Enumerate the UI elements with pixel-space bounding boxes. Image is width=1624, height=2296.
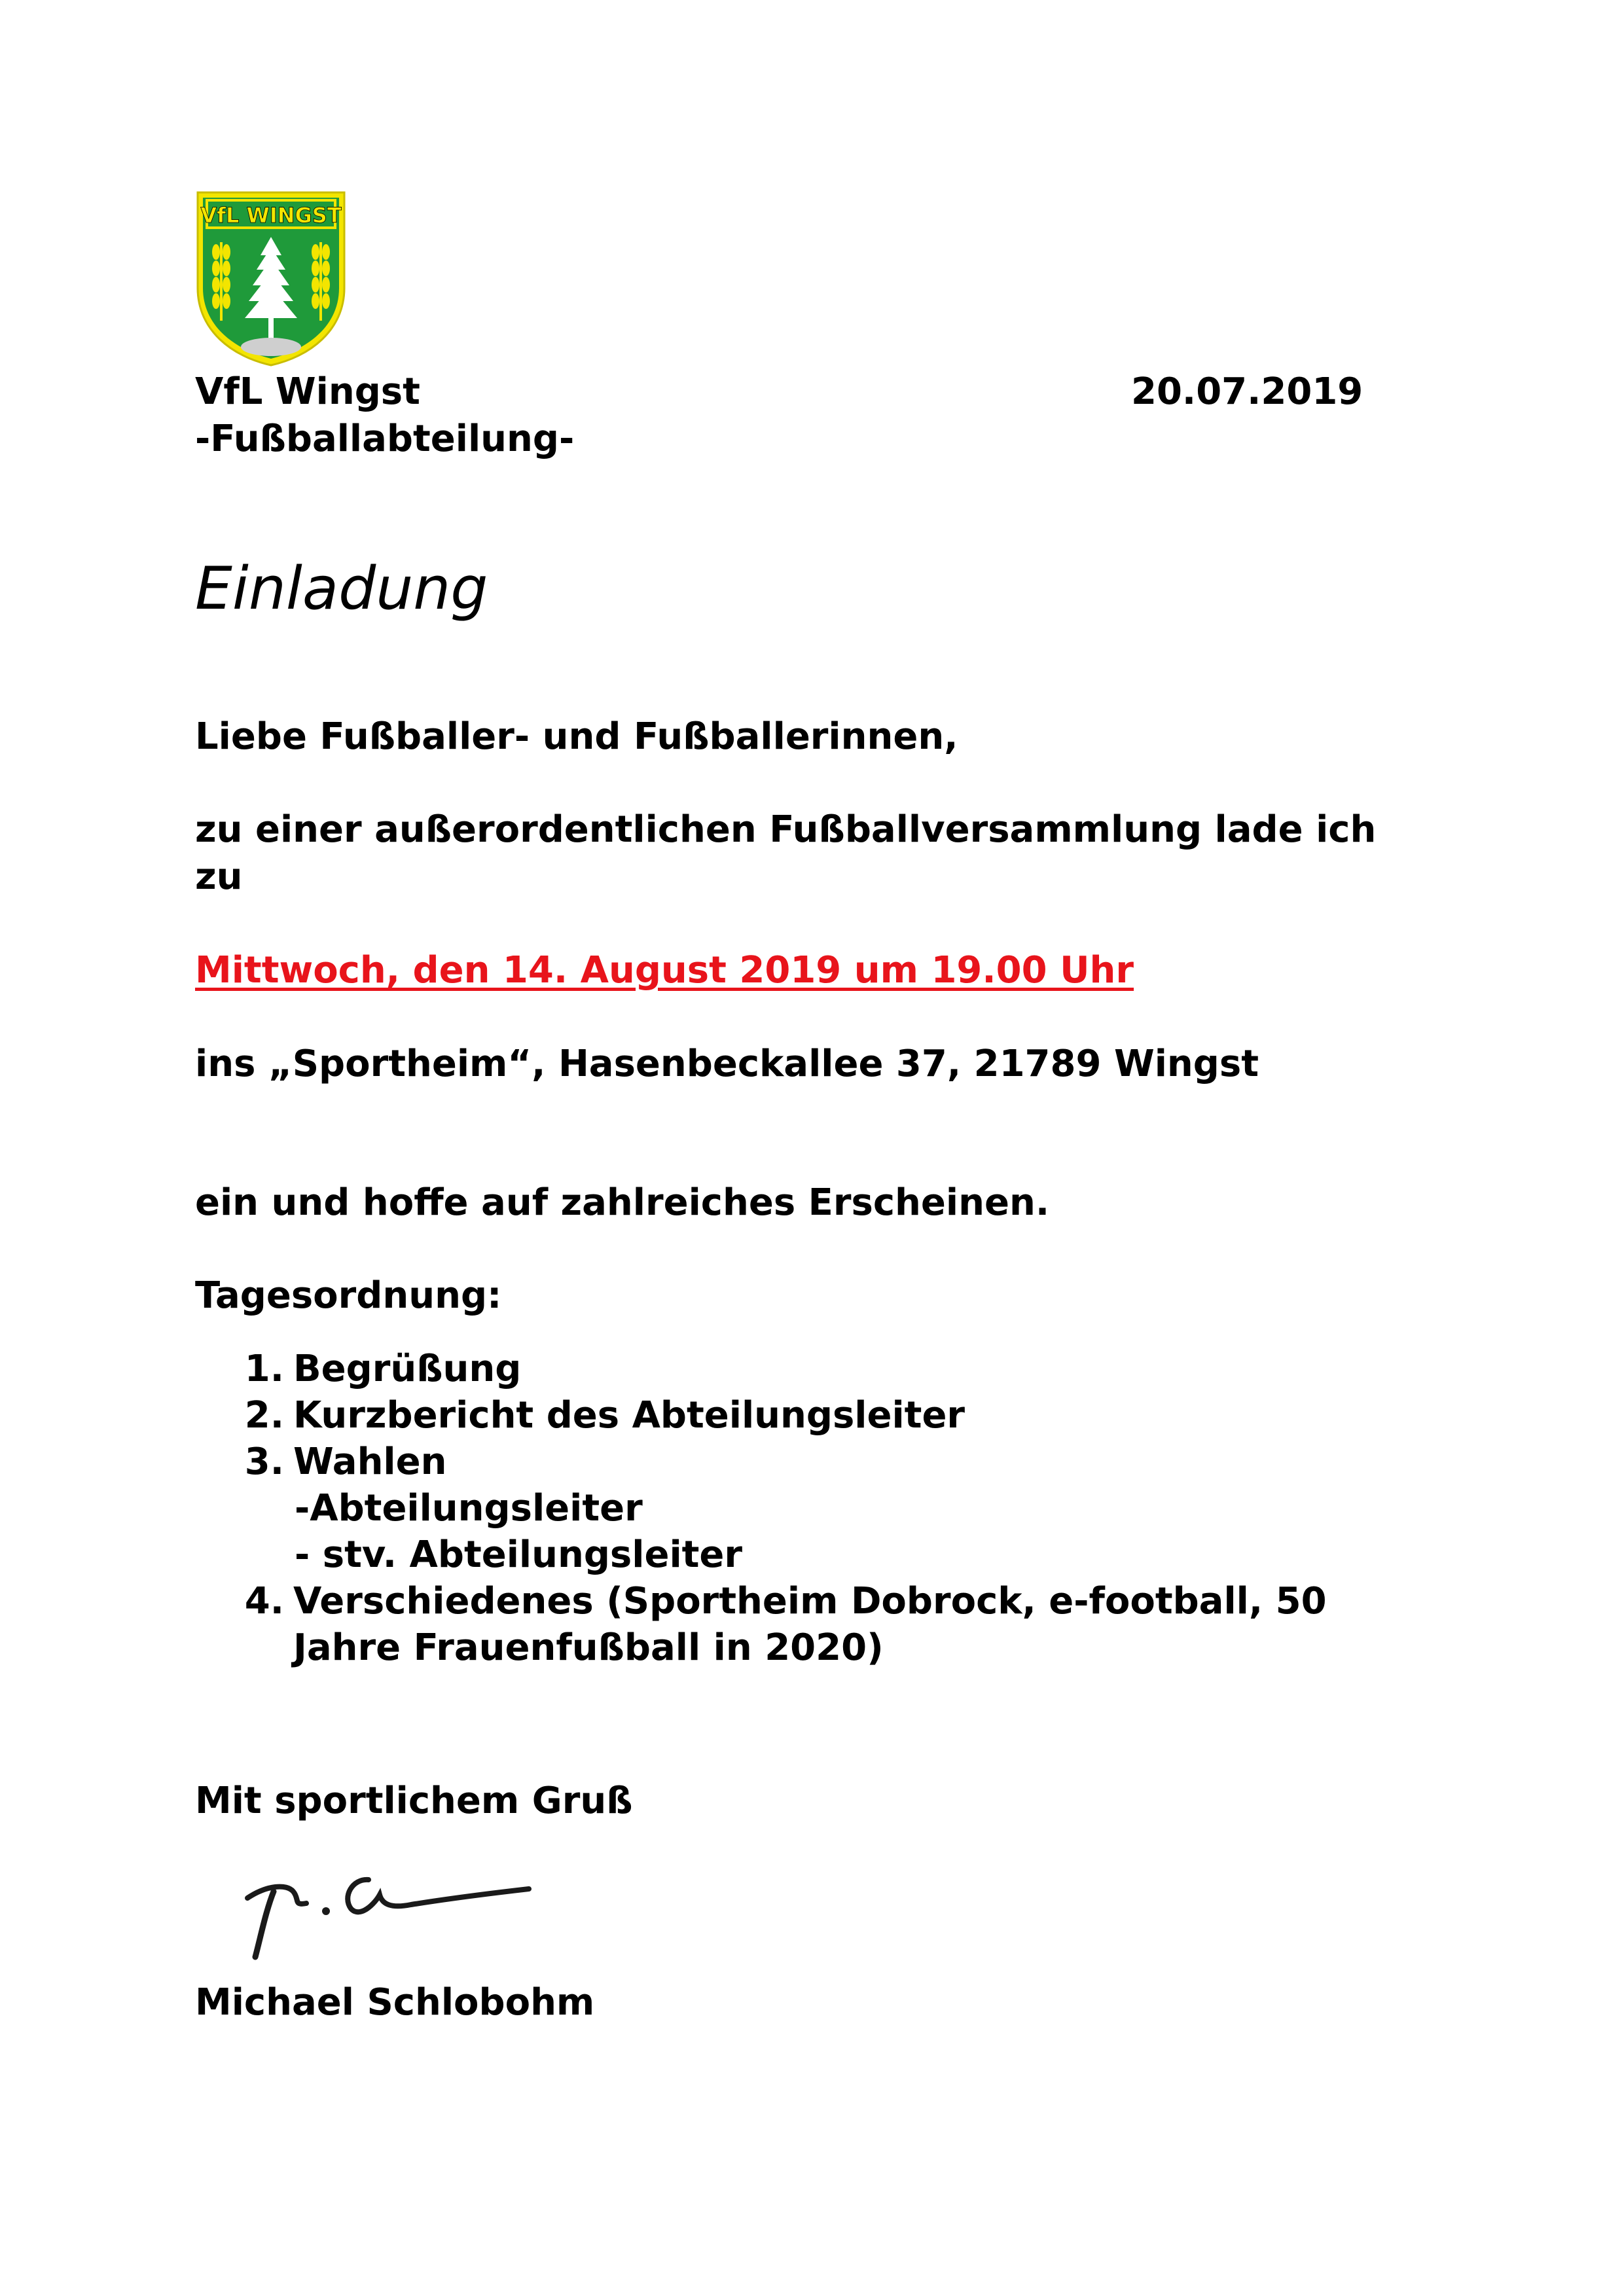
club-logo xyxy=(195,190,347,368)
agenda-list xyxy=(195,1346,1327,1671)
agenda-item-text-continued: Jahre Frauenfußball in 2020) xyxy=(293,1626,884,1669)
event-location: ins „Sportheim“, Hasenbeckallee 37, 21789 Wingst xyxy=(195,1043,1259,1085)
agenda-item xyxy=(195,1346,1327,1392)
club-name: VfL Wingst xyxy=(195,370,420,413)
agenda-item-number: 1. xyxy=(244,1348,284,1390)
signature-icon xyxy=(195,1826,535,1964)
agenda-item-text: Verschiedenes (Sportheim Dobrock, e-football, 50 xyxy=(293,1580,1327,1623)
greeting: Liebe Fußballer- und Fußballerinnen, xyxy=(195,715,958,758)
closing-text: ein und hoffe auf zahlreiches Erscheinen. xyxy=(195,1181,1050,1224)
letter-date: 20.07.2019 xyxy=(1131,370,1363,413)
agenda-item-text: Kurzbericht des Abteilungsleiter xyxy=(293,1394,965,1437)
event-datetime: Mittwoch, den 14. August 2019 um 19.00 Uhr xyxy=(195,949,1134,992)
agenda-item-text: Begrüßung xyxy=(293,1348,522,1390)
page-title: Einladung xyxy=(195,554,488,623)
intro-line-2: zu xyxy=(195,855,243,898)
department-name: -Fußballabteilung- xyxy=(195,418,575,460)
agenda-sub-item: - stv. Abteilungsleiter xyxy=(295,1534,743,1576)
agenda-item xyxy=(195,1578,1327,1671)
agenda-item-text: Wahlen xyxy=(293,1441,447,1483)
hill-icon xyxy=(241,338,301,356)
intro-line-1: zu einer außerordentlichen Fußballversammlung lade ich xyxy=(195,808,1377,851)
agenda-item-number: 2. xyxy=(244,1394,284,1437)
agenda-heading: Tagesordnung: xyxy=(195,1274,502,1317)
agenda-item-number: 3. xyxy=(244,1441,284,1483)
agenda-item xyxy=(195,1392,1327,1439)
agenda-sub-item: -Abteilungsleiter xyxy=(295,1487,643,1530)
agenda-item-number: 4. xyxy=(244,1580,284,1623)
logo-text: VfL WINGST xyxy=(200,203,342,228)
agenda-item xyxy=(195,1439,1327,1578)
signoff: Mit sportlichem Gruß xyxy=(195,1780,633,1822)
signer-name: Michael Schlobohm xyxy=(195,1981,595,2024)
